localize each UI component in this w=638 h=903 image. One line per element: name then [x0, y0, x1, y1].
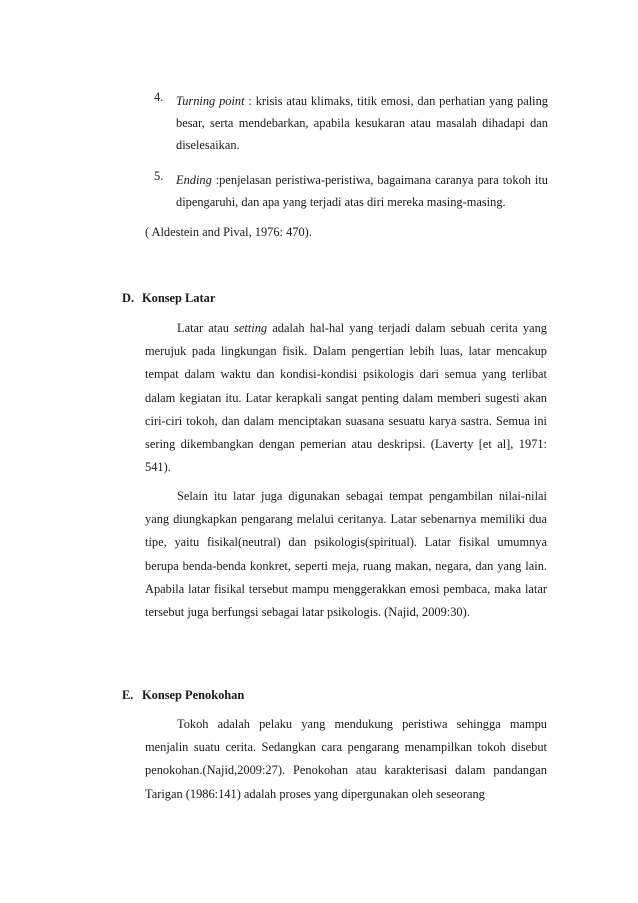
- paragraph-text: Latar atau: [177, 321, 235, 335]
- list-item-number: 4.: [154, 90, 164, 104]
- list-item-term: Turning point: [176, 94, 245, 108]
- paragraph: Tokoh adalah pelaku yang mendukung peristiwa sehingga mampu menjalin suatu cerita. Sedangkan cara pengarang menampilkan tokoh disebut penokohan.(Najid,2009:27). Penokohan atau karakterisasi dalam pandangan Tarigan (1986:141) adalah proses yang dipergunakan oleh seseorang: [145, 717, 547, 801]
- paragraph: Selain itu latar juga digunakan sebagai tempat pengambilan nilai-nilai yang diungkapkan pengarang melalui ceritanya. Latar sebenarnya memiliki dua tipe, yaitu fisikal(neutral) dan psikologis(spiritual). Latar fisikal umumnya berupa benda-benda konkret, seperti meja, ruang makan, negara, dan yang lain. Apabila latar fisikal tersebut mampu menggerakkan emosi pembaca, maka latar tersebut juga berfungsi sebagai latar psikologis. (Najid, 2009:30).: [145, 489, 547, 620]
- section-title: Konsep Penokohan: [142, 688, 245, 702]
- list-item-number: 5.: [154, 169, 164, 183]
- list-item-term: Ending: [176, 173, 212, 187]
- list-item-text: [176, 90, 548, 156]
- list-item-definition: :penjelasan peristiwa-peristiwa, bagaimana caranya para tokoh itu dipengaruhi, dan apa yang terjadi atas diri mereka masing-masing.: [176, 173, 548, 209]
- paragraph-text: adalah hal-hal yang terjadi dalam sebuah cerita yang merujuk pada lingkungan fisik. Dalam pengertian lebih luas, latar mencakup tempat dalam waktu dan kondisi-kondisi psikologis dari semua yang terlibat dalam kegiatan itu. Latar kerapkali sangat penting dalam memberi sugesti akan ciri-ciri tokoh, dan dalam menciptakan suasana sesuatu karya sastra. Semua ini sering dikembangkan dengan pemerian atau deskripsi. (Laverty [et al], 1971: 541).: [145, 321, 547, 475]
- section-title: Konsep Latar: [142, 291, 216, 305]
- section-heading-e: [122, 688, 244, 703]
- section-letter: D.: [122, 291, 135, 305]
- italic-term: setting: [234, 321, 268, 335]
- paragraph: [145, 317, 547, 479]
- list-item-text: [176, 169, 548, 213]
- section-heading-d: [122, 291, 215, 306]
- section-letter: E.: [122, 688, 134, 702]
- list-item-definition: : krisis atau klimaks, titik emosi, dan perhatian yang paling besar, serta mendebarkan, apabila kesukaran atau masalah dihadapi dan diselesaikan.: [176, 94, 548, 152]
- citation: ( Aldestein and Pival, 1976: 470).: [145, 225, 312, 239]
